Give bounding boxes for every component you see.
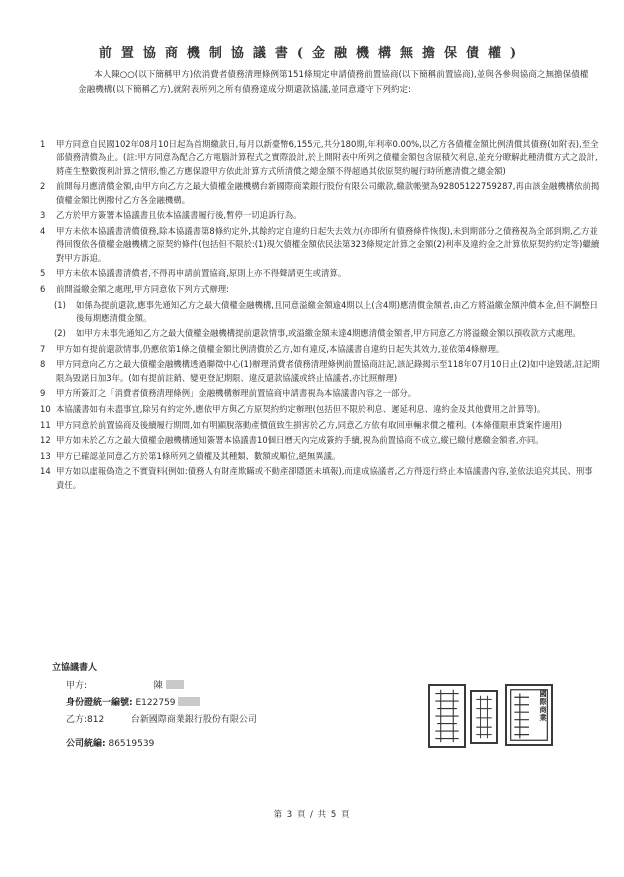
clause-text: 甲方同意於前置協商及後續履行期間,如有明顯脫落動產價值致生損害於乙方,同意乙方依有取回車輛求償之權利。(本條僅限車貸案件適用) (56, 419, 562, 430)
id-number-row (66, 697, 200, 709)
clause-text: 本協議書如有未盡事宜,除另有約定外,應依甲方與乙方原契約約定辦理(包括但不限於利息、遲延利息、違約金及其他費用之計算等)。 (56, 404, 546, 414)
clause-item (40, 180, 600, 207)
clause-number: (1) (54, 299, 66, 310)
clause-item (40, 358, 600, 385)
company-id-label: 公司統編: (66, 739, 106, 749)
sub-clause (40, 327, 600, 340)
id-number-label: 身份證統一編號: (66, 698, 133, 708)
clause-item (40, 403, 600, 416)
party-a-label: 甲方: (66, 681, 88, 691)
document-title: 前置協商機制協議書(金融機構無擔保債權) (98, 46, 526, 61)
intro-paragraph: 本人陳○○(以下簡稱甲方)依消費者債務清理條例第151條規定申請債務前置協商(以下簡稱前置協商),並與各參與協商之無擔保債權金融機構(以下簡稱乙方),就附表所列之所有債務達成分期還款協議,並同意遵守下列約定: (78, 70, 589, 95)
party-a-row (66, 680, 184, 692)
clause-text: 甲方同意自民國102年08月10日起為首期繳款日,每月以新臺幣6,155元,共分180期,年利率0.00%,以乙方各債權金額比例清償其債務(如附表),至全部債務清償為止。(註:甲方同意為配合乙方電腦計算程式之實際設計,於上開附表中所列之債權金額包含原積欠利息,並充分瞭解此種清償方式之設計,將產生整數復利計算之情形,惟乙方應保證甲方依此計算方式所清償之總金額不得超過其依原契約履行時所應清償之總金額) (56, 139, 599, 176)
clause-item (40, 267, 600, 280)
party-b-name: 台新國際商業銀行股份有限公司 (130, 715, 257, 725)
page-number: 第 3 頁 / 共 5 頁 (273, 810, 351, 820)
clause-text: 甲方所簽訂之「消費者債務清理條例」金融機構辦理前置協商申請書視為本協議書內容之一部分。 (56, 388, 417, 399)
clause-number: 14 (40, 466, 51, 477)
company-seal (428, 684, 466, 748)
clause-number: 2 (40, 181, 46, 192)
clause-item (40, 343, 600, 356)
clause-number: 1 (40, 139, 46, 149)
clause-item (40, 419, 600, 432)
clause-number: 6 (40, 284, 46, 294)
redaction-mark (178, 697, 200, 706)
clause-item (40, 434, 600, 447)
clause-item (40, 465, 600, 492)
company-id-row (66, 738, 154, 750)
clause-number: (2) (54, 328, 66, 339)
clause-number: 7 (40, 343, 46, 354)
clause-number: 13 (40, 450, 51, 461)
bank-seal-text: 國際商業 (539, 690, 548, 722)
clause-item (40, 138, 600, 178)
clause-number: 5 (40, 268, 46, 279)
clause-number: 11 (40, 419, 51, 430)
clause-text: 如係為提前還款,應事先通知乙方之最大債權金融機構,且同意溢繳金額逾4期以上(含4期)應清償金額者,由乙方將溢繳金額沖償本金,但不調整日後每期應清償金額。 (76, 299, 598, 323)
clause-number: 4 (40, 226, 46, 236)
clause-number: 9 (40, 388, 46, 399)
clause-text: 甲方如未於乙方之最大債權金融機構通知簽署本協議書10個日曆天內完成簽約手續,視為前置協商不成立,縱已繳付應繳金額者,亦同。 (56, 435, 544, 446)
signatory-heading: 立協議書人 (52, 663, 98, 673)
clause-number: 8 (40, 359, 46, 370)
redaction-mark (166, 680, 184, 689)
clause-item (40, 283, 600, 296)
clause-text: 甲方如以虛報偽造之不實資料(例如:債務人有財產欺瞞或不動產卻隱匿未填報),而達成協議者,乙方得逕行終止本協議書內容,並依法追究其民、刑事責任。 (56, 466, 593, 490)
party-b-row (66, 714, 257, 726)
sub-clause (40, 299, 600, 326)
party-a-name: 陳 (153, 681, 163, 691)
clause-number: 12 (40, 435, 51, 446)
clause-number: 10 (40, 404, 51, 414)
clause-text: 甲方已確認並同意乙方於第1條所列之債權及其種類、數額或順位,絕無異議。 (56, 450, 341, 461)
clause-text: 如甲方未事先通知乙方之最大債權金融機構提前還款情事,或溢繳金額未達4期應清償金額者,甲方同意乙方將溢繳金額以預收款方式處理。 (76, 328, 581, 339)
clause-text: 前開每月應清償金額,由甲方向乙方之最大債權金融機構台新國際商業銀行股份有限公司繳款,繳款帳號為92805122759287,再由該金融機構依前揭債權金額比例撥付乙方各金融機構。 (56, 181, 600, 205)
id-number-value: E122759 (135, 698, 176, 708)
clause-item (40, 225, 600, 265)
clause-item (40, 450, 600, 463)
company-id-value: 86519539 (108, 739, 155, 749)
clause-list (40, 138, 600, 494)
clause-item (40, 387, 600, 400)
party-b-label: 乙方:812 (66, 715, 105, 725)
clause-item (40, 209, 600, 222)
clause-text: 前開溢繳金額之處理,甲方同意依下列方式辦理: (56, 284, 229, 294)
bank-seal (505, 684, 553, 746)
clause-number: 3 (40, 210, 46, 221)
clause-text: 甲方如有提前還款情事,仍應依第1條之債權金額比例清償於乙方,如有違反,本協議書自違約日起失其效力,並依第4條辦理。 (56, 343, 505, 354)
clause-text: 甲方未依本協議書清償債務,除本協議書第8條約定外,其餘約定自違約日起失去效力(亦即所有債務條件恢復),未到期部分之債務視為全部到期,乙方並得回復依各債權金融機構之原契約條件(包括但不限於:(1)現欠債權金額依民法第323條規定計算之金額(2)利率及違約金之計算依原契約約定等)繼續對甲方訴追。 (56, 226, 600, 263)
clause-text: 乙方於甲方簽署本協議書且依本協議書履行後,暫停一切追訴行為。 (56, 210, 302, 221)
representative-seal (470, 690, 498, 744)
clause-text: 甲方同意向乙方之最大債權金融機構透過聯徵中心(1)辦理消費者債務清理條例前置協商註記,該記錄揭示至118年07月10日止(2)如中途毀諾,註記期限為毀諾日加3年。(如有提前註銷、變更登記期限、違反還款協議或終止協議者,亦比照辦理) (56, 359, 600, 383)
clause-text: 甲方未依本協議書清償者,不得再申請前置協商,原則上亦不得聲請更生或清算。 (56, 268, 347, 279)
